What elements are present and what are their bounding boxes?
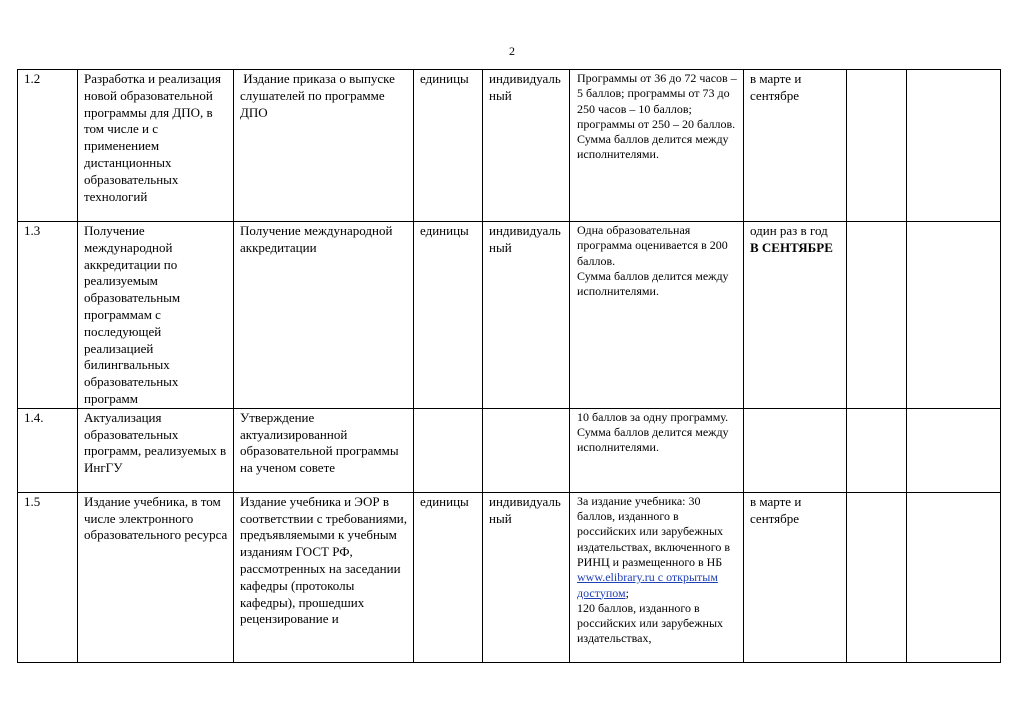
unit-cell: единицы [414,70,483,222]
empty-cell [907,492,1001,662]
page-number: 2 [509,44,515,58]
type-text: индивидуальный [489,223,561,255]
empty-cell [847,408,907,492]
criteria-table [17,69,1001,663]
table-row [18,222,1001,409]
result-cell: Издание учебника и ЭОР в соответствии с требованиями, предъявляемыми к учебным изданиям ГОСТ РФ, рассмотренных на заседании кафедры (протоколы кафедры), прошедших рецензирование и [234,492,414,662]
result-cell: Издание приказа о выпуске слушателей по программе ДПО [234,70,414,222]
period-cell [744,70,847,222]
table-row [18,408,1001,492]
points-cell [570,492,744,662]
type-cell [483,222,570,409]
type-cell [483,408,570,492]
points-cell: Одна образовательная программа оценивается в 200 баллов. Сумма баллов делится между исполнителями. [570,222,744,409]
unit-cell: единицы [414,492,483,662]
activity-cell: Получение международной аккредитации по реализуемым образовательным программам с последующей реализацией билингвальных образовательных программ [78,222,234,409]
row-number: 1.3 [18,222,78,409]
type-cell [483,492,570,662]
period-text: в марте и сентябре [750,71,802,103]
table-row [18,492,1001,662]
activity-cell: Актуализация образовательных программ, реализуемых в ИнгГУ [78,408,234,492]
period-emphasis: В СЕНТЯБРЕ [750,239,833,255]
period-text: один раз в год [750,223,828,238]
points-cell: Программы от 36 до 72 часов – 5 баллов; программы от 73 до 250 часов – 10 баллов; программы от 250 – 20 баллов. Сумма баллов делится между исполнителями. [570,70,744,222]
empty-cell [847,222,907,409]
row-number: 1.5 [18,492,78,662]
activity-cell: Издание учебника, в том числе электронного образовательного ресурса [78,492,234,662]
empty-cell [847,492,907,662]
type-text: индивидуальный [489,71,561,103]
period-cell [744,222,847,409]
unit-cell [414,408,483,492]
empty-cell [907,222,1001,409]
row-number: 1.4. [18,408,78,492]
empty-cell [907,408,1001,492]
points-cell: 10 баллов за одну программу. Сумма баллов делится между исполнителями. [570,408,744,492]
points-text: За издание учебника: 30 баллов, изданного в российских или зарубежных издательствах, включенного в РИНЦ и размещенного в НБ [577,493,730,569]
empty-cell [847,70,907,222]
type-text: индивидуальный [489,493,561,526]
result-cell: Утверждение актуализированной образовательной программы на ученом совете [234,408,414,492]
table-row [18,70,1001,222]
period-cell: в марте и сентябре [744,492,847,662]
empty-cell [907,70,1001,222]
unit-cell: единицы [414,222,483,409]
period-cell [744,408,847,492]
activity-cell: Разработка и реализация новой образовательной программы для ДПО, в том числе и с применением дистанционных образовательных технологий [78,70,234,222]
elibrary-link[interactable]: www.elibrary.ru с открытым доступом [577,570,718,600]
type-cell [483,70,570,222]
result-cell: Получение международной аккредитации [234,222,414,409]
row-number: 1.2 [18,70,78,222]
points-text-cont: ; 120 баллов, изданного в российских или зарубежных издательствах, [577,585,724,646]
